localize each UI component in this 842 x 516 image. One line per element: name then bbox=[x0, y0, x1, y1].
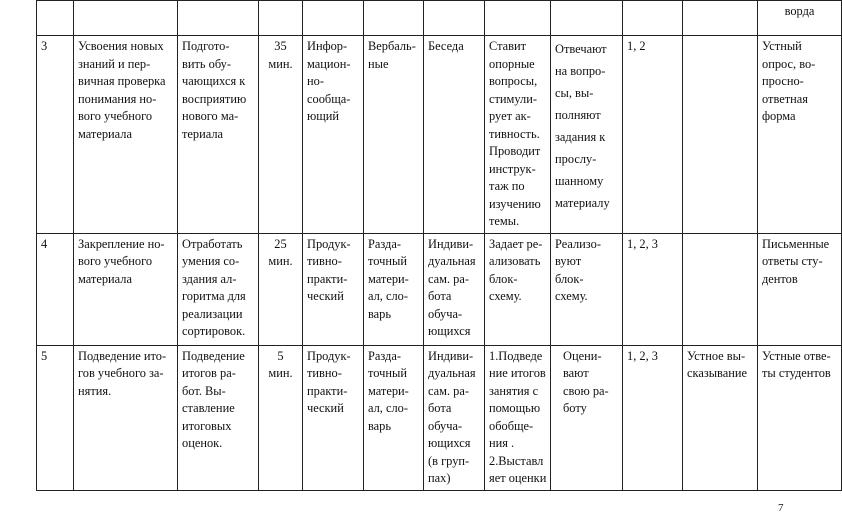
control-cell: Устное вы- сказывание bbox=[683, 345, 758, 490]
lesson-plan-table bbox=[36, 0, 842, 491]
control-cell bbox=[683, 233, 758, 345]
table-row bbox=[37, 345, 842, 490]
assessment-cell: Устные отве- ты студентов bbox=[758, 345, 842, 490]
competence-cell: 1, 2 bbox=[623, 36, 683, 234]
stage-cell: Закрепление но- вого учебного материала bbox=[74, 233, 178, 345]
form-cell: Индиви- дуальная сам. ра- бота обуча- ющихся bbox=[424, 233, 485, 345]
method-cell: Продук- тивно- практи- ческий bbox=[303, 345, 364, 490]
competence-cell: 1, 2, 3 bbox=[623, 345, 683, 490]
time-cell: 35 мин. bbox=[259, 36, 303, 234]
page-number: 7 bbox=[778, 502, 784, 514]
method-cell: Инфор- мацион- но- сообща- ющий bbox=[303, 36, 364, 234]
control-cell bbox=[683, 36, 758, 234]
stage-cell: Усвоения новых знаний и пер- вичная проверка понимания но- вого учебного материала bbox=[74, 36, 178, 234]
row-number-cell: 3 bbox=[37, 36, 74, 234]
assessment-cell: Устный опрос, во- просно- ответная форма bbox=[758, 36, 842, 234]
goal-cell: Подгото- вить обу- чающихся к восприятию нового ма- териала bbox=[178, 36, 259, 234]
stage-cell: Подведение ито- гов учебного за- нятия. bbox=[74, 345, 178, 490]
student-activity-cell: Отвечают на вопро- сы, вы- полняют задания к прослу- шанному материалу bbox=[551, 36, 623, 234]
time-cell: 25 мин. bbox=[259, 233, 303, 345]
teacher-activity-cell: Ставит опорные вопросы, стимули- рует ак- тивность. Проводит инструк- таж по изучению темы. bbox=[485, 36, 551, 234]
means-cell: Разда- точный матери- ал, сло- варь bbox=[364, 345, 424, 490]
table-row bbox=[37, 1, 842, 36]
means-cell: Разда- точный матери- ал, сло- варь bbox=[364, 233, 424, 345]
assessment-cell: Письменные ответы сту- дентов bbox=[758, 233, 842, 345]
student-activity-cell: Оцени- вают свою ра- боту bbox=[551, 345, 623, 490]
goal-cell: Подведение итогов ра- бот. Вы- ставление итоговых оценок. bbox=[178, 345, 259, 490]
assessment-cell: ворда bbox=[758, 1, 842, 36]
method-cell: Продук- тивно- практи- ческий bbox=[303, 233, 364, 345]
row-number-cell: 5 bbox=[37, 345, 74, 490]
row-number-cell: 4 bbox=[37, 233, 74, 345]
form-cell: Беседа bbox=[424, 36, 485, 234]
table-row bbox=[37, 36, 842, 234]
time-cell: 5 мин. bbox=[259, 345, 303, 490]
teacher-activity-cell: 1.Подведе ние итогов занятия с помощью обобще- ния . 2.Выставл яет оценки bbox=[485, 345, 551, 490]
goal-cell: Отработать умения со- здания ал- горитма для реализации сортировок. bbox=[178, 233, 259, 345]
form-cell: Индиви- дуальная сам. ра- бота обуча- ющихся (в груп- пах) bbox=[424, 345, 485, 490]
student-activity-cell: Реализо- вуют блок- схему. bbox=[551, 233, 623, 345]
competence-cell: 1, 2, 3 bbox=[623, 233, 683, 345]
teacher-activity-cell: Задает ре- ализовать блок- схему. bbox=[485, 233, 551, 345]
table-row bbox=[37, 233, 842, 345]
means-cell: Вербаль- ные bbox=[364, 36, 424, 234]
